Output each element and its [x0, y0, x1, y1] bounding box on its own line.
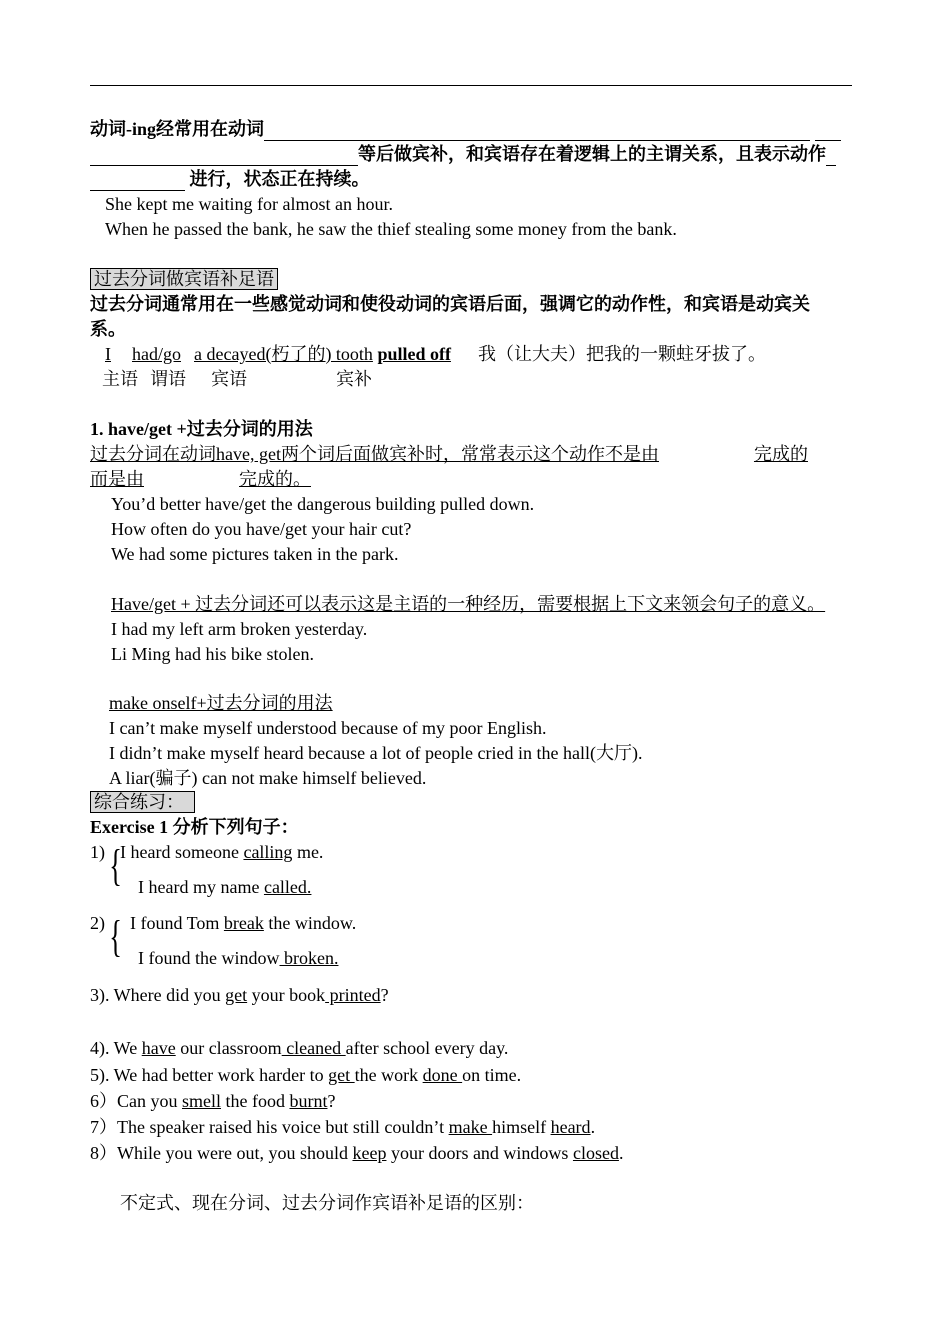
- example-complement: pulled off: [377, 344, 451, 364]
- sentence-text: 3). Where did you: [90, 985, 226, 1005]
- sentence-text: the window.: [263, 913, 357, 933]
- usage-note: Have/get + 过去分词还可以表示这是主语的一种经历，需要根据上下文来领会句子的意义。: [111, 594, 826, 614]
- underlined-word: closed: [572, 1143, 619, 1163]
- grammar-label: 谓语: [150, 369, 186, 389]
- brace-icon: {: [109, 912, 122, 961]
- exercise-sentence: [120, 840, 323, 864]
- intro-line-3-text: 进行，状态正在持续。: [189, 169, 370, 189]
- sentence-text: I heard my name: [138, 877, 264, 897]
- fill-blank: [815, 121, 841, 141]
- sentence-text: ?: [380, 985, 389, 1005]
- example-sentence: You’d better have/get the dangerous building pulled down.: [111, 494, 535, 514]
- practice-heading: [90, 790, 195, 814]
- sentence-text: 5). We had better work harder to: [90, 1065, 329, 1085]
- top-rule: [90, 85, 852, 86]
- example-object: a decayed(朽了的) tooth: [194, 344, 373, 364]
- underlined-word: printed: [325, 985, 381, 1005]
- exercise-sentence: [90, 1141, 623, 1165]
- sentence-text: your doors and windows: [386, 1143, 573, 1163]
- example-sentence: We had some pictures taken in the park.: [111, 544, 399, 564]
- underlined-word: cleaned: [281, 1038, 346, 1058]
- usage-note-text: 完成的。: [239, 469, 311, 489]
- example-sentence: She kept me waiting for almost an hour.: [105, 194, 393, 214]
- intro-line-2-text: 等后做宾补，和宾语存在着逻辑上的主谓关系，且表示动作: [358, 144, 826, 164]
- description: 过去分词通常用在一些感觉动词和使役动词的宾语后面，强调它的动作性，和宾语是动宾关: [90, 294, 810, 314]
- exercise-title: Exercise 1 分析下列句子：: [90, 817, 299, 837]
- sentence-text: .: [618, 1143, 624, 1163]
- underlined-word: get: [225, 985, 248, 1005]
- exercise-sentence: [138, 875, 311, 899]
- underlined-word: make: [448, 1117, 493, 1137]
- underlined-word: break: [223, 913, 264, 933]
- sentence-text: 8）While you were out, you should: [90, 1143, 353, 1163]
- grammar-label: 主语: [102, 369, 138, 389]
- example-translation: 我（让大夫）把我的一颗蛀牙拔了。: [477, 344, 766, 364]
- underlined-word: keep: [352, 1143, 387, 1163]
- example-sentence: How often do you have/get your hair cut?: [111, 519, 412, 539]
- usage-note: [90, 467, 311, 491]
- underlined-word: burnt: [289, 1091, 328, 1111]
- example-sentence: I can’t make myself understood because of my poor English.: [109, 718, 547, 738]
- sentence-text: your book: [247, 985, 326, 1005]
- fill-blank: [90, 171, 185, 191]
- exercise-sentence: [90, 1063, 521, 1087]
- exercise-sentence: [90, 983, 389, 1007]
- section-heading: 1. have/get +过去分词的用法: [90, 419, 313, 439]
- sentence-text: 4). We: [90, 1038, 142, 1058]
- section-heading: [90, 267, 278, 291]
- intro-line-1: [90, 117, 841, 141]
- sentence-text: our classroom: [175, 1038, 282, 1058]
- fill-blank: [90, 146, 358, 166]
- example-sentence: Li Ming had his bike stolen.: [111, 644, 314, 664]
- example-verb: had/go: [132, 344, 181, 364]
- underlined-word: heard: [550, 1117, 591, 1137]
- section-heading-text: 过去分词做宾语补足语: [90, 268, 278, 290]
- example-sentence: A liar(骗子) can not make himself believed.: [109, 768, 427, 788]
- sentence-text: I found the window: [138, 948, 280, 968]
- sentence-text: ?: [327, 1091, 336, 1111]
- underlined-word: done: [422, 1065, 463, 1085]
- practice-heading-text: 综合练习：: [90, 791, 195, 813]
- sentence-text: 7）The speaker raised his voice but still couldn’t: [90, 1117, 449, 1137]
- example-sentence: When he passed the bank, he saw the thief stealing some money from the bank.: [105, 219, 677, 239]
- sentence-text: the work: [354, 1065, 423, 1085]
- example-subject: I: [105, 344, 111, 364]
- usage-note: [90, 442, 808, 466]
- underlined-word: get: [328, 1065, 355, 1085]
- underlined-word: smell: [182, 1091, 221, 1111]
- sentence-text: I heard someone: [120, 842, 244, 862]
- exercise-sentence: [138, 946, 338, 970]
- fill-blank: [264, 121, 810, 141]
- exercise-sentence: [130, 911, 356, 935]
- underlined-word: have: [141, 1038, 176, 1058]
- analysis-example: [105, 342, 766, 366]
- description: 系。: [90, 319, 126, 339]
- usage-note-text: 过去分词在动词have, get两个词后面做宾补时，常常表示这个动作不是由: [90, 444, 659, 464]
- intro-line-1-text: 动词-ing经常用在动词: [90, 119, 265, 139]
- section-heading: make onself+过去分词的用法: [109, 693, 333, 713]
- sentence-text: the food: [221, 1091, 290, 1111]
- underlined-word: broken.: [279, 948, 339, 968]
- intro-line-2: [90, 142, 836, 166]
- item-number: 2): [90, 913, 105, 933]
- grammar-label: 宾补: [336, 369, 372, 389]
- underlined-word: calling: [243, 842, 293, 862]
- sentence-text: on time.: [462, 1065, 522, 1085]
- fill-blank: [826, 146, 836, 166]
- sentence-text: after school every day.: [345, 1038, 509, 1058]
- exercise-sentence: [90, 1089, 335, 1113]
- usage-note-text: 完成的: [753, 444, 808, 464]
- example-sentence: I had my left arm broken yesterday.: [111, 619, 368, 639]
- sentence-text: .: [590, 1117, 596, 1137]
- intro-line-3: [90, 167, 370, 191]
- sentence-text: himself: [492, 1117, 551, 1137]
- sentence-text: 6）Can you: [90, 1091, 182, 1111]
- exercise-sentence: [90, 1115, 595, 1139]
- closing-heading: 不定式、现在分词、过去分词作宾语补足语的区别：: [120, 1193, 534, 1213]
- sentence-text: me.: [292, 842, 324, 862]
- grammar-label: 宾语: [211, 369, 247, 389]
- usage-note-text: 而是由: [90, 469, 144, 489]
- sentence-text: I found Tom: [130, 913, 224, 933]
- item-number: 1): [90, 842, 105, 862]
- example-sentence: I didn’t make myself heard because a lot of people cried in the hall(大厅).: [109, 743, 643, 763]
- underlined-word: called.: [263, 877, 312, 897]
- brace-icon: {: [109, 841, 122, 890]
- exercise-sentence: [90, 1036, 508, 1060]
